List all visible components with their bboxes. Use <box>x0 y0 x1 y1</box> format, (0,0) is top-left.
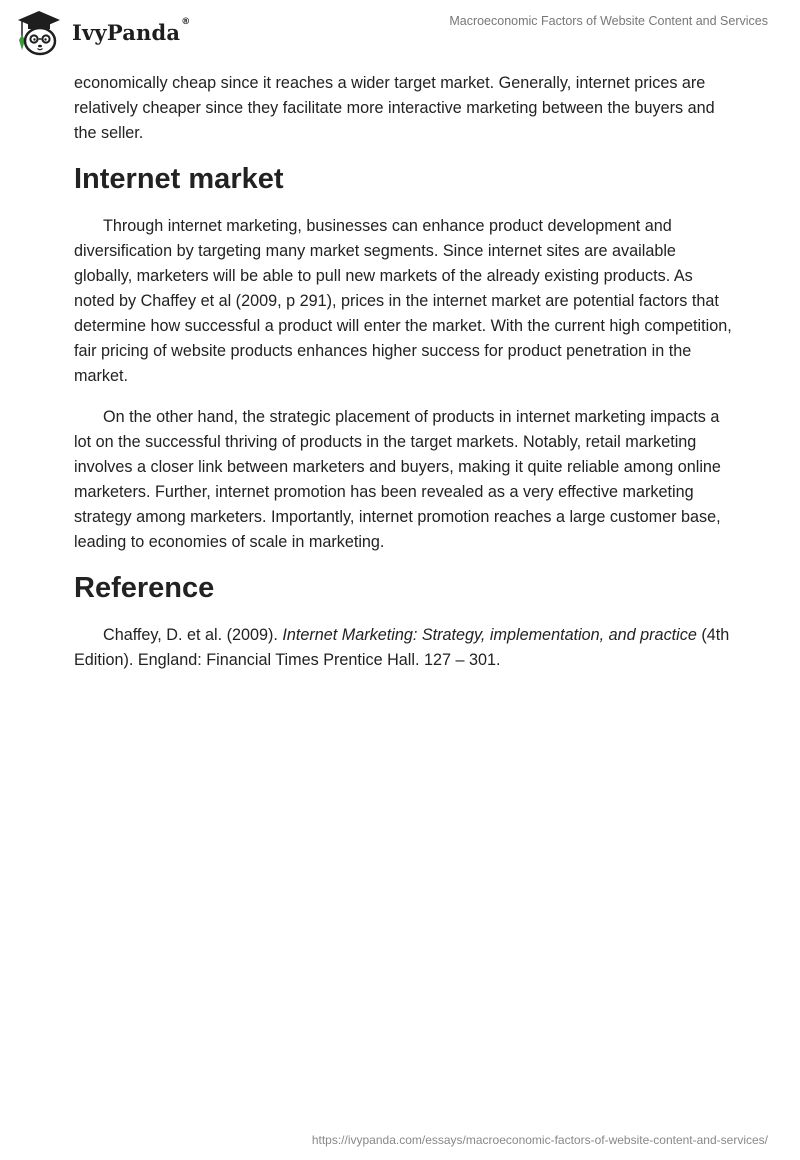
document-title: Macroeconomic Factors of Website Content and Services <box>449 14 768 28</box>
paragraph: On the other hand, the strategic placement of products in internet marketing impacts a lot on the successful thriving of products in the target markets. Notably, retail marketing involves a closer link between marketers and buyers, making it quite reliable among online marketers. Further, internet promotion has been revealed as a very effective marketing strategy among marketers. Importantly, internet promotion reaches a large customer base, leading to economies of scale in marketing. <box>74 408 721 551</box>
reference-entry <box>74 623 734 673</box>
reference-details: (4th Edition). England: Financial Times Prentice Hall. 127 – 301. <box>74 626 730 669</box>
essay-body <box>74 71 734 689</box>
page-header <box>0 0 800 66</box>
section-heading-internet-market: Internet market <box>74 163 284 195</box>
section-heading-reference: Reference <box>74 572 215 604</box>
reference-title: Internet Marketing: Strategy, implementation, and practice <box>282 626 697 644</box>
footer-url-link[interactable]: https://ivypanda.com/essays/macroeconomic-factors-of-website-content-and-services/ <box>311 1133 768 1147</box>
intro-paragraph: economically cheap since it reaches a wider target market. Generally, internet prices are relatively cheaper since they facilitate more interactive marketing between the buyers and the seller. <box>74 74 715 142</box>
panda-graduation-cap-icon <box>14 8 64 58</box>
ivypanda-logo[interactable] <box>14 8 190 58</box>
registered-mark: ® <box>181 16 191 27</box>
reference-authors: Chaffey, D. et al. (2009). <box>103 626 283 644</box>
paragraph: Through internet marketing, businesses can enhance product development and diversification by targeting many market segments. Since internet sites are available globally, marketers will be able to pull new markets of the already existing products. As noted by Chaffey et al (2009, p 291), prices in the internet market are potential factors that determine how successful a product will enter the market. With the current high competition, fair pricing of website products enhances higher success for product penetration in the market. <box>74 217 732 385</box>
brand-name: IvyPanda® <box>72 16 191 45</box>
